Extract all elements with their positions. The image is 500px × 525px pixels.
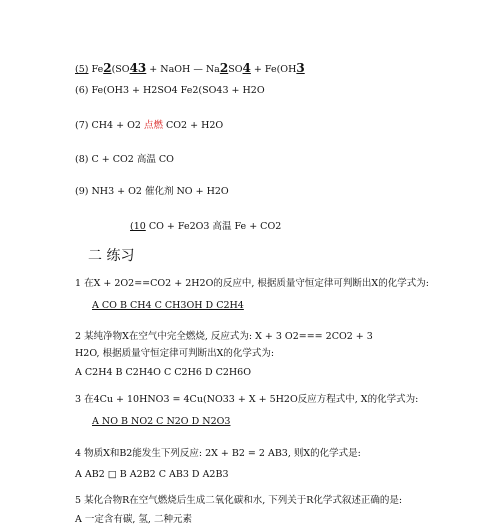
equation-number: (10	[130, 221, 146, 232]
equation-text: + Fe(OH	[250, 64, 297, 75]
equation-8: (8) C + CO2 高温 CO	[75, 154, 174, 165]
equation-text: CO + Fe2O3 高温 Fe + CO2	[145, 221, 282, 232]
question-5-option-a: A 一定含有碳, 氢, 二种元素	[75, 514, 192, 525]
equation-subscript: 2	[219, 61, 229, 75]
equation-9: (9) NH3 + O2 催化剂 NO + H2O	[75, 186, 229, 197]
question-1-options: A CO B CH4 C CH3OH D C2H4	[92, 300, 244, 311]
question-5: 5 某化合物R在空气燃烧后生成二氧化碳和水, 下列关于R化学式叙述正确的是:	[75, 495, 403, 506]
equation-text: CO2 + H2O	[162, 120, 224, 131]
equation-text: SO	[228, 64, 243, 75]
equation-text: (SO	[111, 64, 130, 75]
equation-7	[75, 117, 223, 131]
question-4: 4 物质X和B2能发生下列反应: 2X + B2 = 2 AB3, 则X的化学式是:	[75, 448, 361, 459]
section-title: 二 练习	[88, 248, 135, 264]
question-1: 1 在X + 2O2==CO2 + 2H2O的反应中, 根据质量守恒定律可判断出X的化学式为:	[75, 278, 429, 289]
question-2-options: A C2H4 B C2H4O C C2H6 D C2H6O	[75, 367, 252, 378]
question-3-options: A NO B NO2 C N2O D N2O3	[92, 416, 231, 427]
equation-6: (6) Fe(OH3 + H2SO4 Fe2(SO43 + H2O	[75, 85, 265, 96]
equation-text: + NaOH — Na	[146, 64, 220, 75]
equation-subscript: 2	[103, 61, 112, 75]
equation-subscript: 3	[296, 61, 305, 75]
equation-10	[130, 218, 281, 232]
question-2-line-2: H2O, 根据质量守恒定律可判断出X的化学式为:	[75, 348, 275, 359]
equation-text: (7) CH4 + O2	[75, 120, 144, 131]
reaction-condition: 点燃	[143, 120, 163, 131]
equation-number: (5)	[75, 64, 89, 75]
question-4-options: A AB2 □ B A2B2 C AB3 D A2B3	[75, 469, 229, 480]
equation-5	[75, 61, 305, 75]
question-2-line-1: 2 某纯净物X在空气中完全燃烧, 反应式为: X + 3 O2=== 2CO2 + 3	[75, 331, 373, 342]
question-3: 3 在4Cu + 10HNO3 = 4Cu(NO33 + X + 5H2O反应方程式中, X的化学式为:	[75, 394, 419, 405]
equation-subscript: 43	[129, 61, 147, 75]
equation-text: Fe	[91, 64, 104, 75]
equation-subscript: 4	[242, 61, 251, 75]
